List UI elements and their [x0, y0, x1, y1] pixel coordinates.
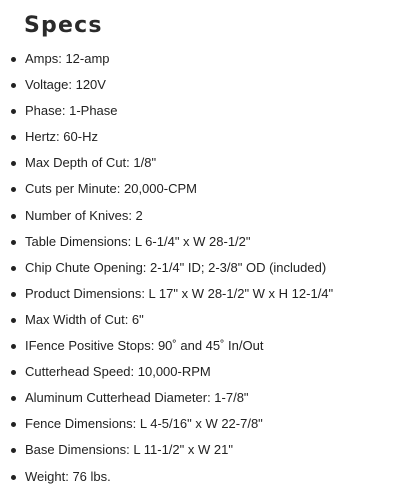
spec-text: Cuts per Minute: 20,000-CPM: [25, 181, 197, 197]
bullet-icon: [11, 344, 16, 349]
spec-text: Hertz: 60-Hz: [25, 129, 98, 145]
spec-item-max-width: [0, 307, 418, 333]
bullet-icon: [11, 370, 16, 375]
spec-item-cuts-per-minute: [0, 176, 418, 202]
bullet-icon: [11, 57, 16, 62]
spec-item-table-dimensions: [0, 229, 418, 255]
bullet-icon: [11, 214, 16, 219]
spec-item-hertz: [0, 124, 418, 150]
spec-text: Chip Chute Opening: 2-1/4" ID; 2-3/8" OD (included): [25, 259, 327, 275]
spec-item-cutterhead-speed: [0, 359, 418, 385]
spec-item-phase: [0, 98, 418, 124]
spec-text: Phase: 1-Phase: [25, 103, 118, 119]
spec-text: Aluminum Cutterhead Diameter: 1-7/8": [25, 390, 249, 406]
spec-item-max-depth: [0, 150, 418, 176]
spec-text: Product Dimensions: L 17" x W 28-1/2" W x H 12-1/4": [25, 285, 334, 301]
bullet-icon: [11, 83, 16, 88]
spec-item-chip-chute: [0, 255, 418, 281]
spec-item-fence-dimensions: [0, 411, 418, 437]
spec-item-product-dimensions: [0, 281, 418, 307]
spec-text: Table Dimensions: L 6-1/4" x W 28-1/2": [25, 233, 251, 249]
spec-item-cutterhead-diameter: [0, 385, 418, 411]
spec-text: Base Dimensions: L 11-1/2" x W 21": [25, 442, 233, 458]
bullet-icon: [11, 396, 16, 401]
spec-list: [0, 46, 418, 490]
spec-text: Voltage: 120V: [25, 77, 106, 93]
bullet-icon: [11, 422, 16, 427]
section-title: Specs: [24, 13, 103, 38]
bullet-icon: [11, 187, 16, 192]
bullet-icon: [11, 240, 16, 245]
bullet-icon: [11, 266, 16, 271]
spec-item-fence-stops: [0, 333, 418, 359]
spec-text: Weight: 76 lbs.: [25, 468, 111, 484]
spec-item-voltage: [0, 72, 418, 98]
spec-item-knives: [0, 203, 418, 229]
spec-text: IFence Positive Stops: 90˚ and 45˚ In/Out: [25, 338, 264, 354]
spec-text: Max Width of Cut: 6": [25, 311, 144, 327]
spec-item-weight: [0, 464, 418, 490]
bullet-icon: [11, 135, 16, 140]
spec-text: Amps: 12-amp: [25, 51, 110, 66]
spec-item-amps: [0, 46, 418, 72]
bullet-icon: [11, 161, 16, 166]
spec-item-base-dimensions: [0, 437, 418, 463]
spec-text: Max Depth of Cut: 1/8": [25, 155, 157, 171]
bullet-icon: [11, 318, 16, 323]
bullet-icon: [11, 292, 16, 297]
spec-text: Fence Dimensions: L 4-5/16" x W 22-7/8": [25, 416, 263, 432]
spec-text: Number of Knives: 2: [25, 207, 143, 223]
bullet-icon: [11, 448, 16, 453]
bullet-icon: [11, 109, 16, 114]
bullet-icon: [11, 475, 16, 480]
spec-text: Cutterhead Speed: 10,000-RPM: [25, 364, 211, 380]
